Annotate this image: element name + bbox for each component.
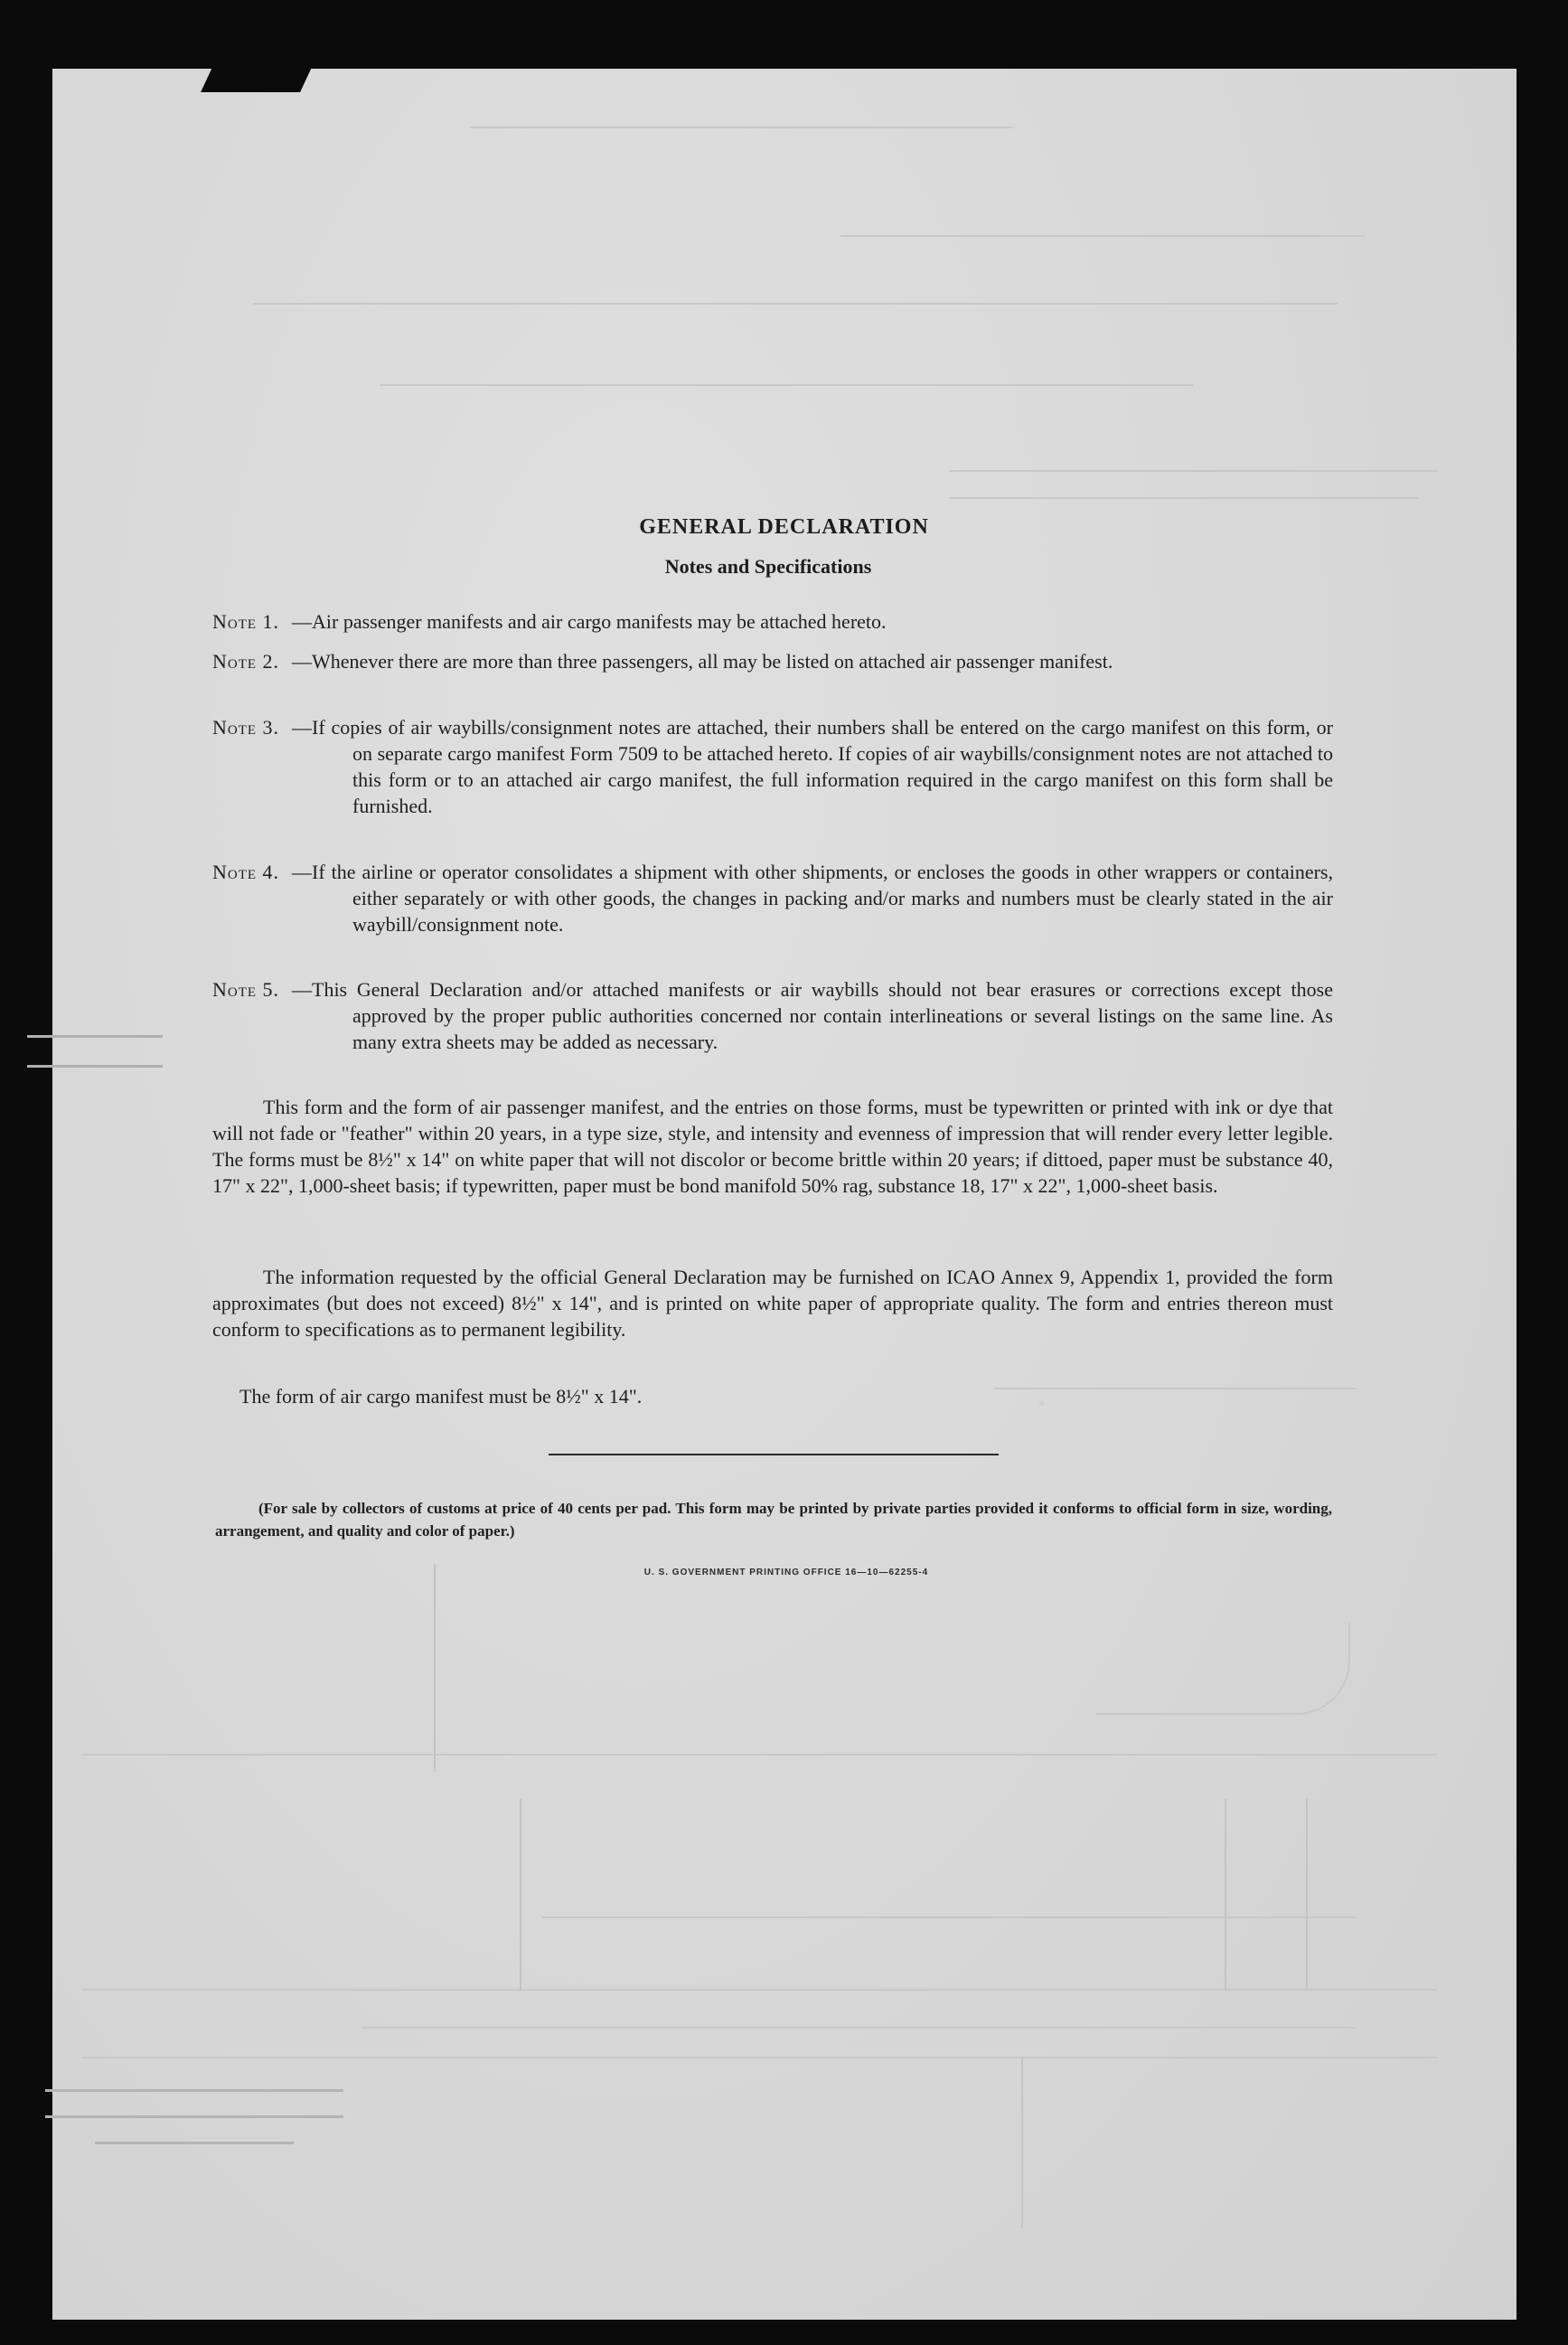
- torn-corner: [201, 61, 315, 92]
- bleed-through-line: [81, 2057, 1437, 2058]
- note-label: Note 2.: [212, 650, 280, 673]
- note-label: Note 3.: [212, 716, 280, 739]
- bleed-through-line: [380, 384, 1193, 386]
- bleed-through-line: [1021, 2057, 1023, 2228]
- bleed-through-line: [949, 470, 1437, 472]
- bleed-through-line: [1306, 1799, 1308, 1989]
- spec-paragraph-2: The information requested by the official General Declaration may be furnished on ICAO Annex 9, Appendix 1, provided the form approximates (but does not exceed) 8½" x 14", and is printed on white paper of appropriate quality. The form and entries thereon must conform to specifications as to permanent legibility.: [212, 1266, 1333, 1341]
- sale-notice: (For sale by collectors of customs at price of 40 cents per pad. This form may be printed by private parties provided it conforms to official form in size, wording, arrangement, and quality and color of paper.): [215, 1500, 1332, 1540]
- printer-line: U. S. GOVERNMENT PRINTING OFFICE 16—10—62255-4: [643, 1568, 929, 1577]
- note-2: [212, 648, 1333, 674]
- bleed-through-line: [81, 1754, 1437, 1756]
- note-text: —If the airline or operator consolidates a shipment with other shipments, or encloses the goods in other wrappers or containers, either separately or with other goods, the changes in packing and/or marks and numbers must be clearly stated in the air waybill/consignment note.: [292, 861, 1333, 936]
- page-title: GENERAL DECLARATION: [639, 515, 929, 539]
- bleed-through-line: [542, 1916, 1356, 1918]
- page-subtitle: Notes and Specifications: [664, 555, 872, 578]
- bleed-through-line: [840, 235, 1365, 237]
- bleed-through-line: [470, 127, 1012, 128]
- bleed-through-line: [520, 1799, 521, 1989]
- bleed-through-line: [253, 303, 1338, 305]
- spec-paragraph-1: This form and the form of air passenger manifest, and the entries on those forms, must be typewritten or printed with ink or dye that will not fade or "feather" within 20 years, in a type size, style, and intensity and evenness of impression that will render every letter legible. The forms must be 8½" x 14" on white paper that will not discolor or become brittle within 20 years; if dittoed, paper must be substance 40, 17" x 22", 1,000-sheet basis; if typewritten, paper must be bond manifold 50% rag, substance 18, 17" x 22", 1,000-sheet basis.: [212, 1096, 1333, 1197]
- note-3: [212, 714, 1333, 819]
- note-text: —Whenever there are more than three passengers, all may be listed on attached air passenger manifest.: [292, 650, 1113, 673]
- note-text: —This General Declaration and/or attached manifests or air waybills should not bear erasures or corrections except those approved by the proper public authorities concerned nor contain interlineations or several listings on the same line. As many extra sheets may be added as necessary.: [292, 978, 1333, 1053]
- note-1: [212, 608, 1333, 635]
- divider-rule: [549, 1454, 999, 1455]
- bleed-through-line: [1225, 1799, 1226, 1989]
- bleed-through-stamp: [45, 2066, 343, 2148]
- note-label: Note 4.: [212, 861, 280, 883]
- bleed-through-line: [949, 497, 1419, 499]
- note-5: [212, 976, 1333, 1055]
- spec-paragraph-3: The form of air cargo manifest must be 8½" x 14".: [239, 1385, 643, 1408]
- bleed-through-line: [361, 2027, 1356, 2029]
- note-4: [212, 859, 1333, 937]
- note-text: —Air passenger manifests and air cargo manifests may be attached hereto.: [292, 610, 887, 633]
- bleed-through-stamp: [27, 1017, 163, 1068]
- note-label: Note 1.: [212, 610, 280, 633]
- bleed-through-line: [434, 1564, 436, 1772]
- note-label: Note 5.: [212, 978, 280, 1001]
- bleed-through-line: [81, 1989, 1437, 1991]
- note-text: —If copies of air waybills/consignment notes are attached, their numbers shall be entered on the cargo manifest on this form, or on separate cargo manifest Form 7509 to be attached hereto. If copies of air waybills/consignment notes are not attached to this form or to an attached air cargo manifest, the full information required in the cargo manifest on this form shall be furnished.: [292, 716, 1333, 817]
- bleed-through-mark: [1095, 1623, 1350, 1715]
